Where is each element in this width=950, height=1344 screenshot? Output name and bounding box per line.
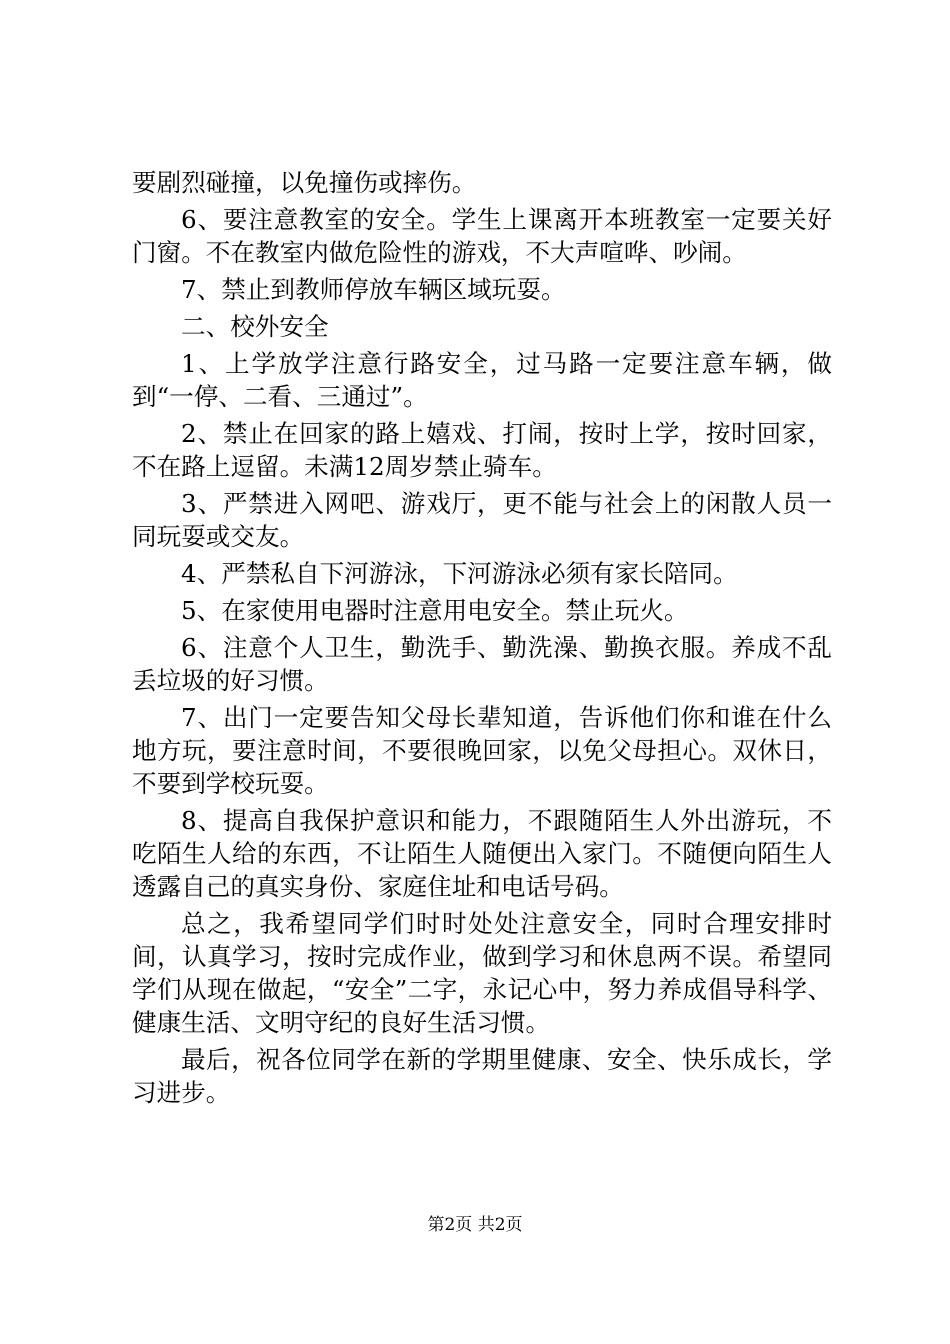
paragraph-road-safety: 1、上学放学注意行路安全，过马路一定要注意车辆，做到“一停、二看、三通过”。 xyxy=(132,349,832,411)
page-footer xyxy=(0,1214,950,1236)
paragraph-closing: 最后，祝各位同学在新的学期里健康、安全、快乐成长，学习进步。 xyxy=(132,1045,832,1107)
paragraph-vehicle-area: 7、禁止到教师停放车辆区域玩耍。 xyxy=(181,275,566,304)
paragraph-continuation: 要剧烈碰撞，以免撞伤或摔伤。 xyxy=(132,168,477,197)
paragraph-way-home: 2、禁止在回家的路上嬉戏、打闹，按时上学，按时回家，不在路上逗留。未满12周岁禁止骑车。 xyxy=(132,419,832,481)
paragraph-classroom-safety: 6、要注意教室的安全。学生上课离开本班教室一定要关好门窗。不在教室内做危险性的游戏，不大声喧哗、吵闹。 xyxy=(132,205,832,267)
paragraph-summary: 总之，我希望同学们时时处处注意安全，同时合理安排时间，认真学习，按时完成作业，做到学习和休息两不误。希望同学们从现在做起，“安全”二字，永记心中，努力养成倡导科学、健康生活、文明守纪的良好生活习惯。 xyxy=(132,909,832,1037)
paragraph-internet-cafe: 3、严禁进入网吧、游戏厅，更不能与社会上的闲散人员一同玩耍或交友。 xyxy=(132,489,832,551)
paragraph-going-out: 7、出门一定要告知父母长辈知道，告诉他们你和谁在什么地方玩，要注意时间，不要很晚回家，以免父母担心。双休日，不要到学校玩耍。 xyxy=(132,703,832,798)
section-heading-off-campus: 二、校外安全 xyxy=(181,312,329,341)
paragraph-electricity: 5、在家使用电器时注意用电安全。禁止玩火。 xyxy=(181,596,689,625)
paragraph-swimming: 4、严禁私自下河游泳，下河游泳必须有家长陪同。 xyxy=(181,559,738,588)
page-number: 第2页 共2页 xyxy=(427,1215,523,1235)
paragraph-hygiene: 6、注意个人卫生，勤洗手、勤洗澡、勤换衣服。养成不乱丢垃圾的好习惯。 xyxy=(132,633,832,695)
document-body xyxy=(132,166,832,1113)
paragraph-self-protection: 8、提高自我保护意识和能力，不跟随陌生人外出游玩，不吃陌生人给的东西，不让陌生人随便出入家门。不随便向陌生人透露自己的真实身份、家庭住址和电话号码。 xyxy=(132,806,832,901)
